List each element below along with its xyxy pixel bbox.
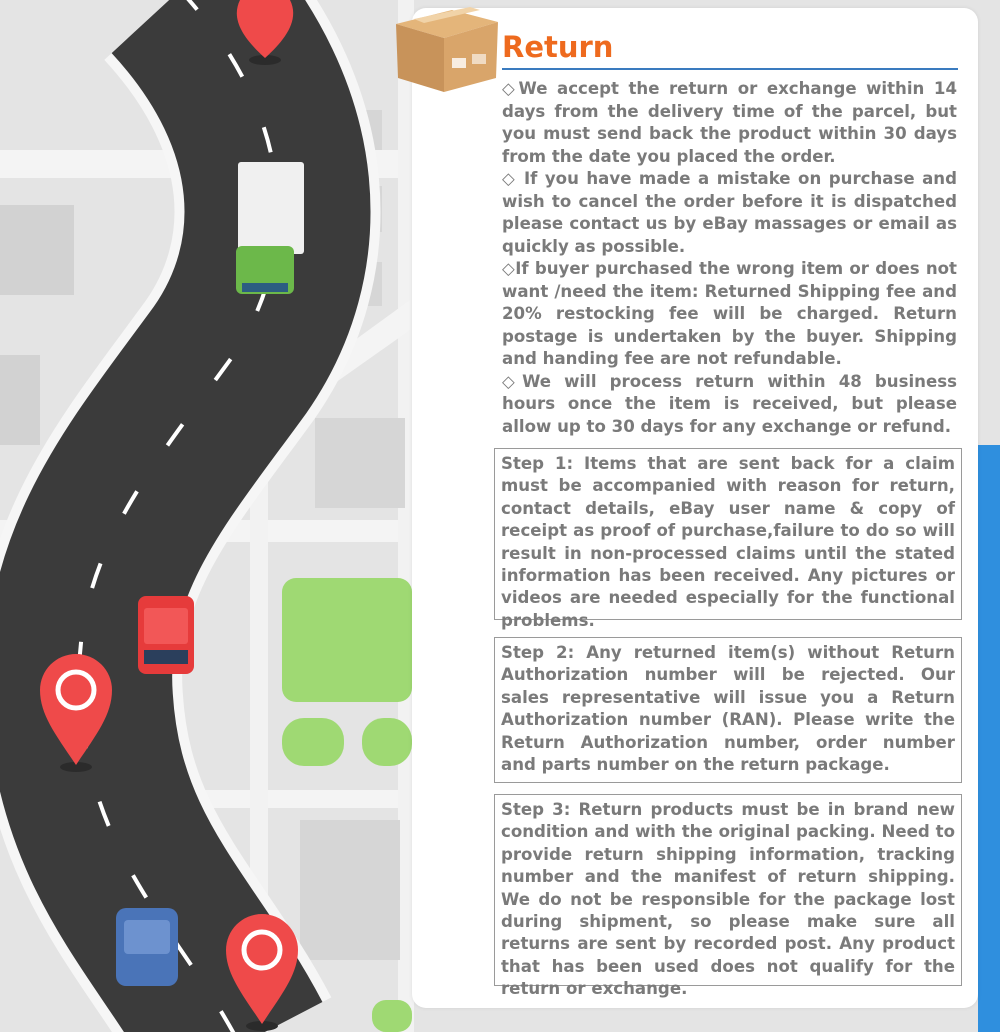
step-2-box: Step 2: Any returned item(s) without Return Authorization number will be rejected. Our sales representative will issue you a Return Authorization number (RAN). Please write the Return Authorization number, order number and parts number on the return package.: [494, 637, 962, 783]
page-title: Return: [502, 30, 614, 64]
return-policy-list: [502, 78, 957, 438]
blue-car: [116, 908, 178, 986]
building: [0, 355, 40, 445]
building: [300, 820, 400, 960]
park: [282, 718, 344, 766]
red-car: [138, 596, 194, 674]
building: [0, 205, 74, 295]
title-underline: [502, 68, 958, 70]
truck: [236, 162, 304, 294]
park: [282, 578, 412, 702]
accent-strip: [978, 445, 1000, 1032]
park: [372, 1000, 412, 1032]
building: [315, 418, 405, 508]
policy-item: ◇We accept the return or exchange within 14 days from the delivery time of the parcel, but you must send back the product within 30 days from the date you placed the order.: [502, 79, 957, 166]
policy-item: ◇If buyer purchased the wrong item or does not want /need the item: Returned Shipping fee and 20% restocking fee will be charged. Return postage is undertaken by the buyer. Shipping and handing fee are not refundable.: [502, 259, 957, 368]
step-3-box: Step 3: Return products must be in brand new condition and with the original packing. Need to provide return shipping information, tracking number and the manifest of return shipping. We do not be responsible for the package lost during shipment, so please make sure all returns are sent by recorded post. Any product that has been used does not qualify for the return or exchange.: [494, 794, 962, 986]
package-box-icon: [392, 6, 502, 96]
policy-item: ◇ If you have made a mistake on purchase and wish to cancel the order before it is dispatched please contact us by eBay massages or email as quickly as possible.: [502, 169, 957, 256]
policy-item: ◇We will process return within 48 business hours once the item is received, but please allow up to 30 days for any exchange or refund.: [502, 371, 957, 436]
park: [362, 718, 412, 766]
step-1-box: Step 1: Items that are sent back for a claim must be accompanied with reason for return, contact details, eBay user name & copy of receipt as proof of purchase,failure to do so will result in non-processed claims until the stated information has been received. Any pictures or videos are needed especially for the functional problems.: [494, 448, 962, 620]
